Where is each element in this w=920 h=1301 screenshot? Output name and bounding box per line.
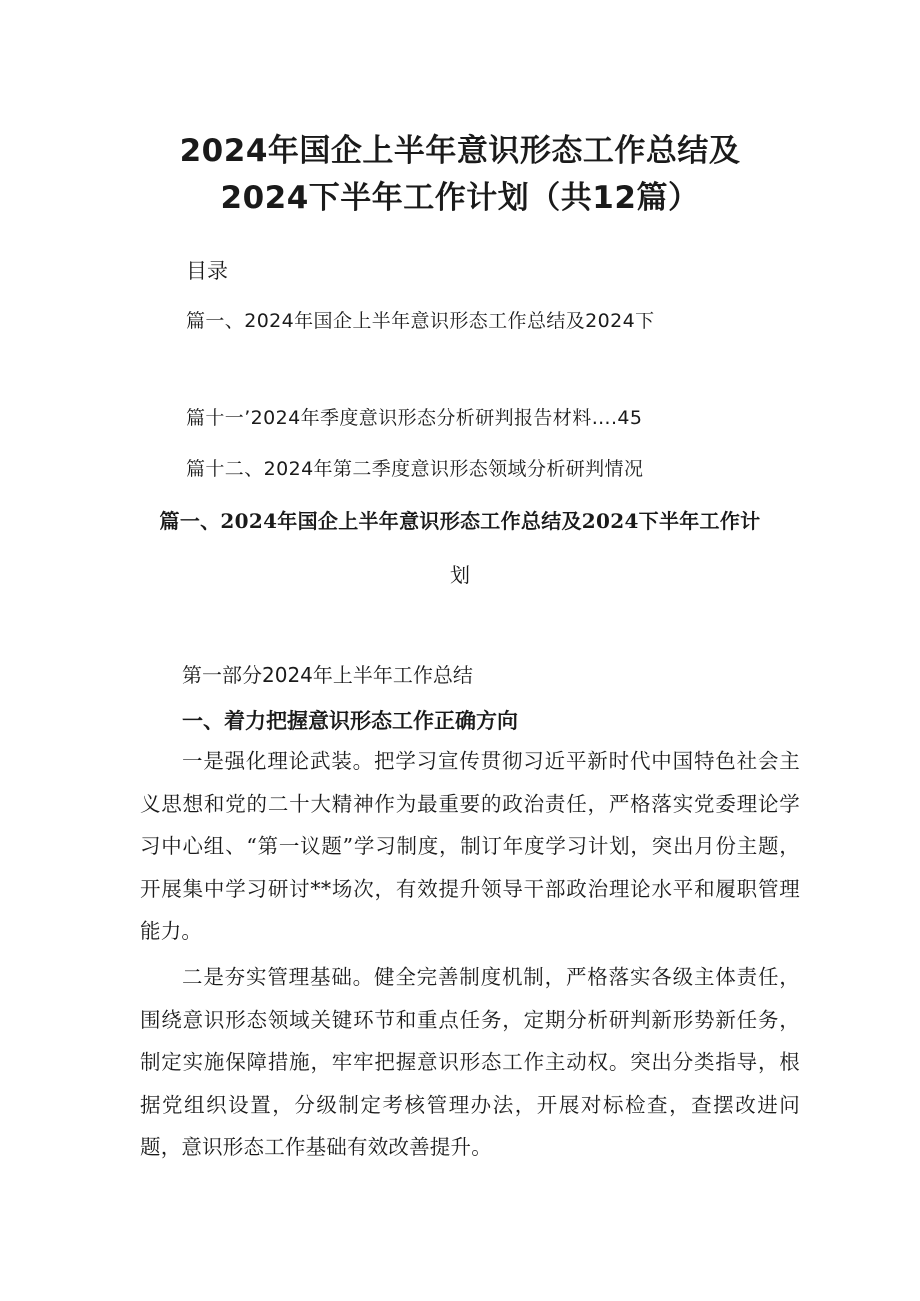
part-heading: 第一部分2024年上半年工作总结 xyxy=(182,663,473,687)
toc-item-11: 篇十一’2024年季度意识形态分析研判报告材料….45 xyxy=(186,407,643,429)
chapter-title-line-1: 篇一、2024年国企上半年意识形态工作总结及2024下半年工作计 xyxy=(159,509,761,533)
body-paragraph-2: 二是夯实管理基础。健全完善制度机制，严格落实各级主体责任，围绕意识形态领域关键环节和重点任务，定期分析研判新形势新任务，制定实施保障措施，牢牢把握意识形态工作主动权。突出分类指导，根据党组织设置，分级制定考核管理办法，开展对标检查，查摆改进问题，意识形态工作基础有效改善提升。 xyxy=(140,965,800,1159)
section-heading: 一、着力把握意识形态工作正确方向 xyxy=(182,709,518,733)
toc-item-1: 篇一、2024年国企上半年意识形态工作总结及2024下 xyxy=(186,310,655,332)
chapter-title-line-2: 划 xyxy=(450,563,470,587)
body-paragraph-1: 一是强化理论武装。把学习宣传贯彻习近平新时代中国特色社会主义思想和党的二十大精神作为最重要的政治责任，严格落实党委理论学习中心组、“第一议题”学习制度，制订年度学习计划，突出月份主题，开展集中学习研讨**场次，有效提升领导干部政治理论水平和履职管理能力。 xyxy=(140,749,800,943)
toc-item-12: 篇十二、2024年第二季度意识形态领域分析研判情况 xyxy=(186,458,644,480)
toc-heading: 目录 xyxy=(186,259,228,283)
document-title-line-2: 2024下半年工作计划（共12篇） xyxy=(220,180,700,216)
document-title-line-1: 2024年国企上半年意识形态工作总结及 xyxy=(179,133,741,169)
